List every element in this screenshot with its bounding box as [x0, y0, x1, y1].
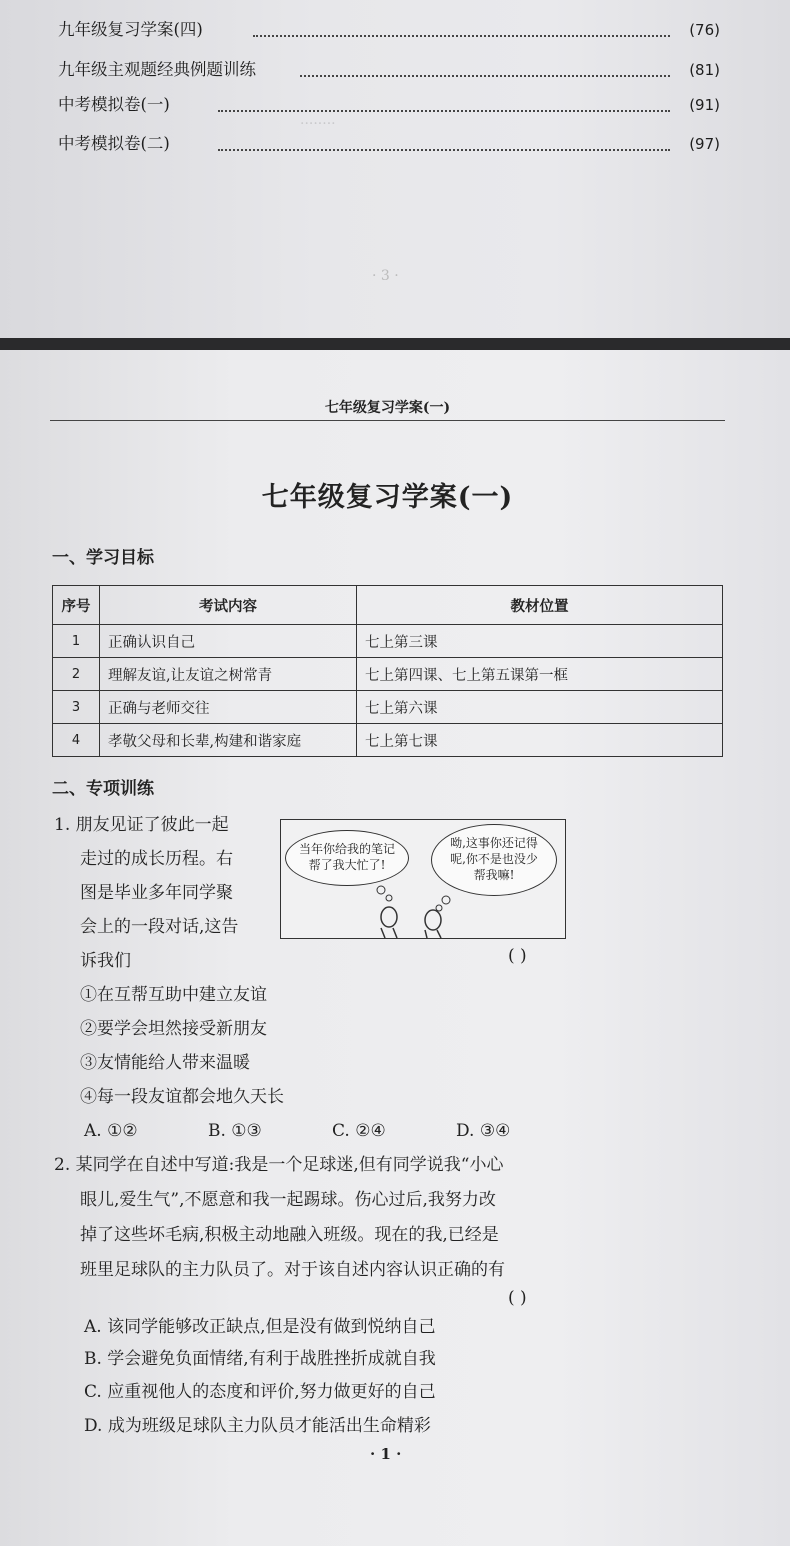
- option-c[interactable]: C. ②④: [332, 1121, 386, 1141]
- table-cell: 3: [53, 691, 100, 724]
- toc-page: [0, 0, 790, 338]
- question-2-line: 班里足球队的主力队员了。对于该自述内容认识正确的有: [80, 1260, 505, 1280]
- toc-leader: [218, 121, 670, 151]
- toc-row: [58, 16, 720, 44]
- question-1-line: 会上的一段对话,这告: [80, 917, 239, 937]
- answer-blank[interactable]: ( ): [508, 946, 527, 966]
- statement-item: ④每一段友谊都会地久天长: [80, 1087, 284, 1107]
- bubble-text: 呦,这事你还记得: [450, 836, 538, 850]
- table-cell: 七上第四课、七上第五课第一框: [357, 658, 723, 691]
- toc-leader: [300, 47, 670, 77]
- toc-title: 九年级主观题经典例题训练: [58, 60, 256, 79]
- toc-row: [58, 91, 720, 119]
- option-d[interactable]: D. ③④: [456, 1121, 511, 1141]
- toc-page-number-footer: · 3 ·: [372, 268, 399, 284]
- toc-title: 中考模拟卷(二): [58, 134, 170, 153]
- toc-page-number: (91): [689, 96, 720, 114]
- section-heading: 一、学习目标: [52, 548, 154, 568]
- question-1-line: 走过的成长历程。右: [80, 849, 233, 869]
- table-row: [53, 724, 723, 757]
- header-rule: [50, 420, 725, 421]
- table-cell: 七上第七课: [357, 724, 723, 757]
- table-row: [53, 658, 723, 691]
- statement-item: ①在互帮互助中建立友谊: [80, 985, 267, 1005]
- toc-title: 中考模拟卷(一): [58, 95, 170, 114]
- question-1-line: 诉我们: [80, 951, 131, 971]
- statement-item: ②要学会坦然接受新朋友: [80, 1019, 267, 1039]
- table-cell: 2: [53, 658, 100, 691]
- section-heading: 二、专项训练: [52, 779, 154, 799]
- toc-row: [58, 130, 720, 158]
- table-cell: 1: [53, 625, 100, 658]
- statement-item: ③友情能给人带来温暖: [80, 1053, 250, 1073]
- toc-page-number: (97): [689, 135, 720, 153]
- people-figures-icon: [281, 820, 565, 938]
- objectives-table: [52, 585, 723, 757]
- option-b[interactable]: B. 学会避免负面情绪,有利于战胜挫折成就自我: [84, 1349, 436, 1369]
- worksheet-page: [0, 350, 790, 1546]
- option-d[interactable]: D. 成为班级足球队主力队员才能活出生命精彩: [84, 1416, 431, 1436]
- option-a[interactable]: A. ①②: [84, 1121, 138, 1141]
- running-header: 七年级复习学案(一): [324, 400, 451, 416]
- answer-blank[interactable]: ( ): [508, 1288, 527, 1308]
- page-number: · 1 ·: [370, 1445, 402, 1463]
- table-row: [53, 691, 723, 724]
- toc-row: [58, 56, 720, 84]
- question-1-line: 1. 朋友见证了彼此一起: [54, 815, 229, 835]
- cartoon-illustration: [280, 819, 566, 939]
- bubble-text: 当年你给我的笔记: [298, 842, 395, 856]
- table-header: 考试内容: [100, 586, 357, 625]
- bubble-text: 帮我嘛!: [473, 868, 515, 882]
- toc-leader: [218, 82, 670, 112]
- bubble-text: 呢,你不是也没少: [450, 852, 538, 866]
- option-a[interactable]: A. 该同学能够改正缺点,但是没有做到悦纳自己: [84, 1317, 436, 1337]
- question-2-line: 掉了这些坏毛病,积极主动地融入班级。现在的我,已经是: [80, 1225, 499, 1245]
- question-2-line: 2. 某同学在自述中写道:我是一个足球迷,但有同学说我“小心: [54, 1155, 504, 1175]
- table-row: [53, 625, 723, 658]
- question-2-line: 眼儿,爱生气”,不愿意和我一起踢球。伤心过后,我努力改: [80, 1190, 496, 1210]
- table-cell: 正确认识自己: [100, 625, 357, 658]
- table-cell: 正确与老师交往: [100, 691, 357, 724]
- table-cell: 七上第六课: [357, 691, 723, 724]
- toc-page-number: (81): [689, 61, 720, 79]
- table-cell: 理解友谊,让友谊之树常青: [100, 658, 357, 691]
- table-cell: 七上第三课: [357, 625, 723, 658]
- toc-leader: [253, 7, 670, 37]
- table-header: 教材位置: [357, 586, 723, 625]
- toc-title: 九年级复习学案(四): [58, 20, 203, 39]
- option-b[interactable]: B. ①③: [208, 1121, 262, 1141]
- table-header: 序号: [53, 586, 100, 625]
- table-cell: 孝敬父母和长辈,构建和谐家庭: [100, 724, 357, 757]
- bleed-through-text: ········: [300, 116, 336, 132]
- table-header-row: [53, 586, 723, 625]
- question-1-line: 图是毕业多年同学聚: [80, 883, 233, 903]
- page-title: 七年级复习学案(一): [261, 482, 514, 513]
- table-cell: 4: [53, 724, 100, 757]
- bubble-text: 帮了我大忙了!: [308, 858, 386, 872]
- toc-page-number: (76): [689, 21, 720, 39]
- option-c[interactable]: C. 应重视他人的态度和评价,努力做更好的自己: [84, 1382, 436, 1402]
